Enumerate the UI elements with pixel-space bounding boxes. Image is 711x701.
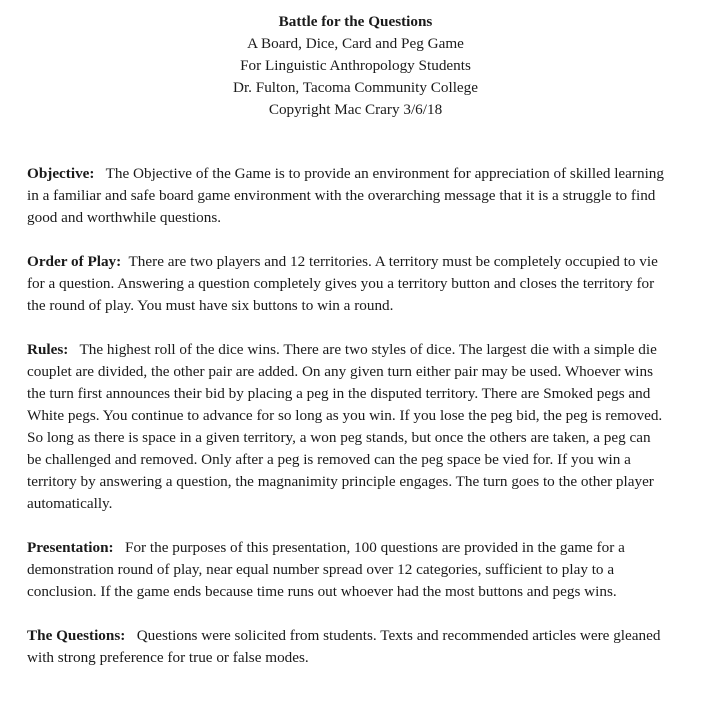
- section-label: Presentation:: [27, 539, 114, 556]
- section-label: Order of Play:: [27, 253, 122, 270]
- document-title: Battle for the Questions: [278, 13, 433, 30]
- document-author: Dr. Fulton, Tacoma Community College: [232, 79, 478, 96]
- section-order-of-play: [27, 251, 667, 317]
- section-label: The Questions:: [27, 627, 126, 644]
- section-presentation: [27, 537, 667, 603]
- document-body: [27, 163, 667, 691]
- section-text: For the purposes of this presentation, 100 questions are provided in the game for a demonstration round of play, near equal number spread over 12 categories, sufficient to play to a conclusion. If the game ends because time runs out whoever had the most buttons and pegs wins.: [27, 539, 625, 600]
- section-the-questions: [27, 625, 667, 669]
- section-text: The Objective of the Game is to provide an environment for appreciation of skilled learning in a familiar and safe board game environment with the overarching message that it is a struggle to find good and worthwhile questions.: [27, 165, 664, 226]
- section-label: Objective:: [27, 165, 95, 182]
- section-label: Rules:: [27, 341, 69, 358]
- section-text: Questions were solicited from students. Texts and recommended articles were gleaned with strong preference for true or false modes.: [27, 627, 661, 666]
- document-subtitle: A Board, Dice, Card and Peg Game: [247, 35, 464, 52]
- document-copyright: Copyright Mac Crary 3/6/18: [268, 101, 443, 118]
- section-rules: [27, 339, 667, 515]
- section-objective: [27, 163, 667, 229]
- document-header: [0, 0, 711, 121]
- section-text: The highest roll of the dice wins. There are two styles of dice. The largest die with a simple die couplet are divided, the other pair are added. On any given turn either pair may be used. Whoever wins the turn first announces their bid by placing a peg in the disputed territory. There are Smoked pegs and White pegs. You continue to advance for so long as you win. If you lose the peg bid, the peg is removed. So long as there is space in a given territory, a won peg stands, but once the others are taken, a peg can be challenged and removed. Only after a peg is removed can the peg space be vied for. If you win a territory by answering a question, the magnanimity principle engages. The turn goes to the other player automatically.: [27, 341, 663, 512]
- section-text: There are two players and 12 territories. A territory must be completely occupied to vie for a question. Answering a question completely gives you a territory button and closes the territory for the round of play. You must have six buttons to win a round.: [27, 253, 658, 314]
- document-audience: For Linguistic Anthropology Students: [240, 57, 471, 74]
